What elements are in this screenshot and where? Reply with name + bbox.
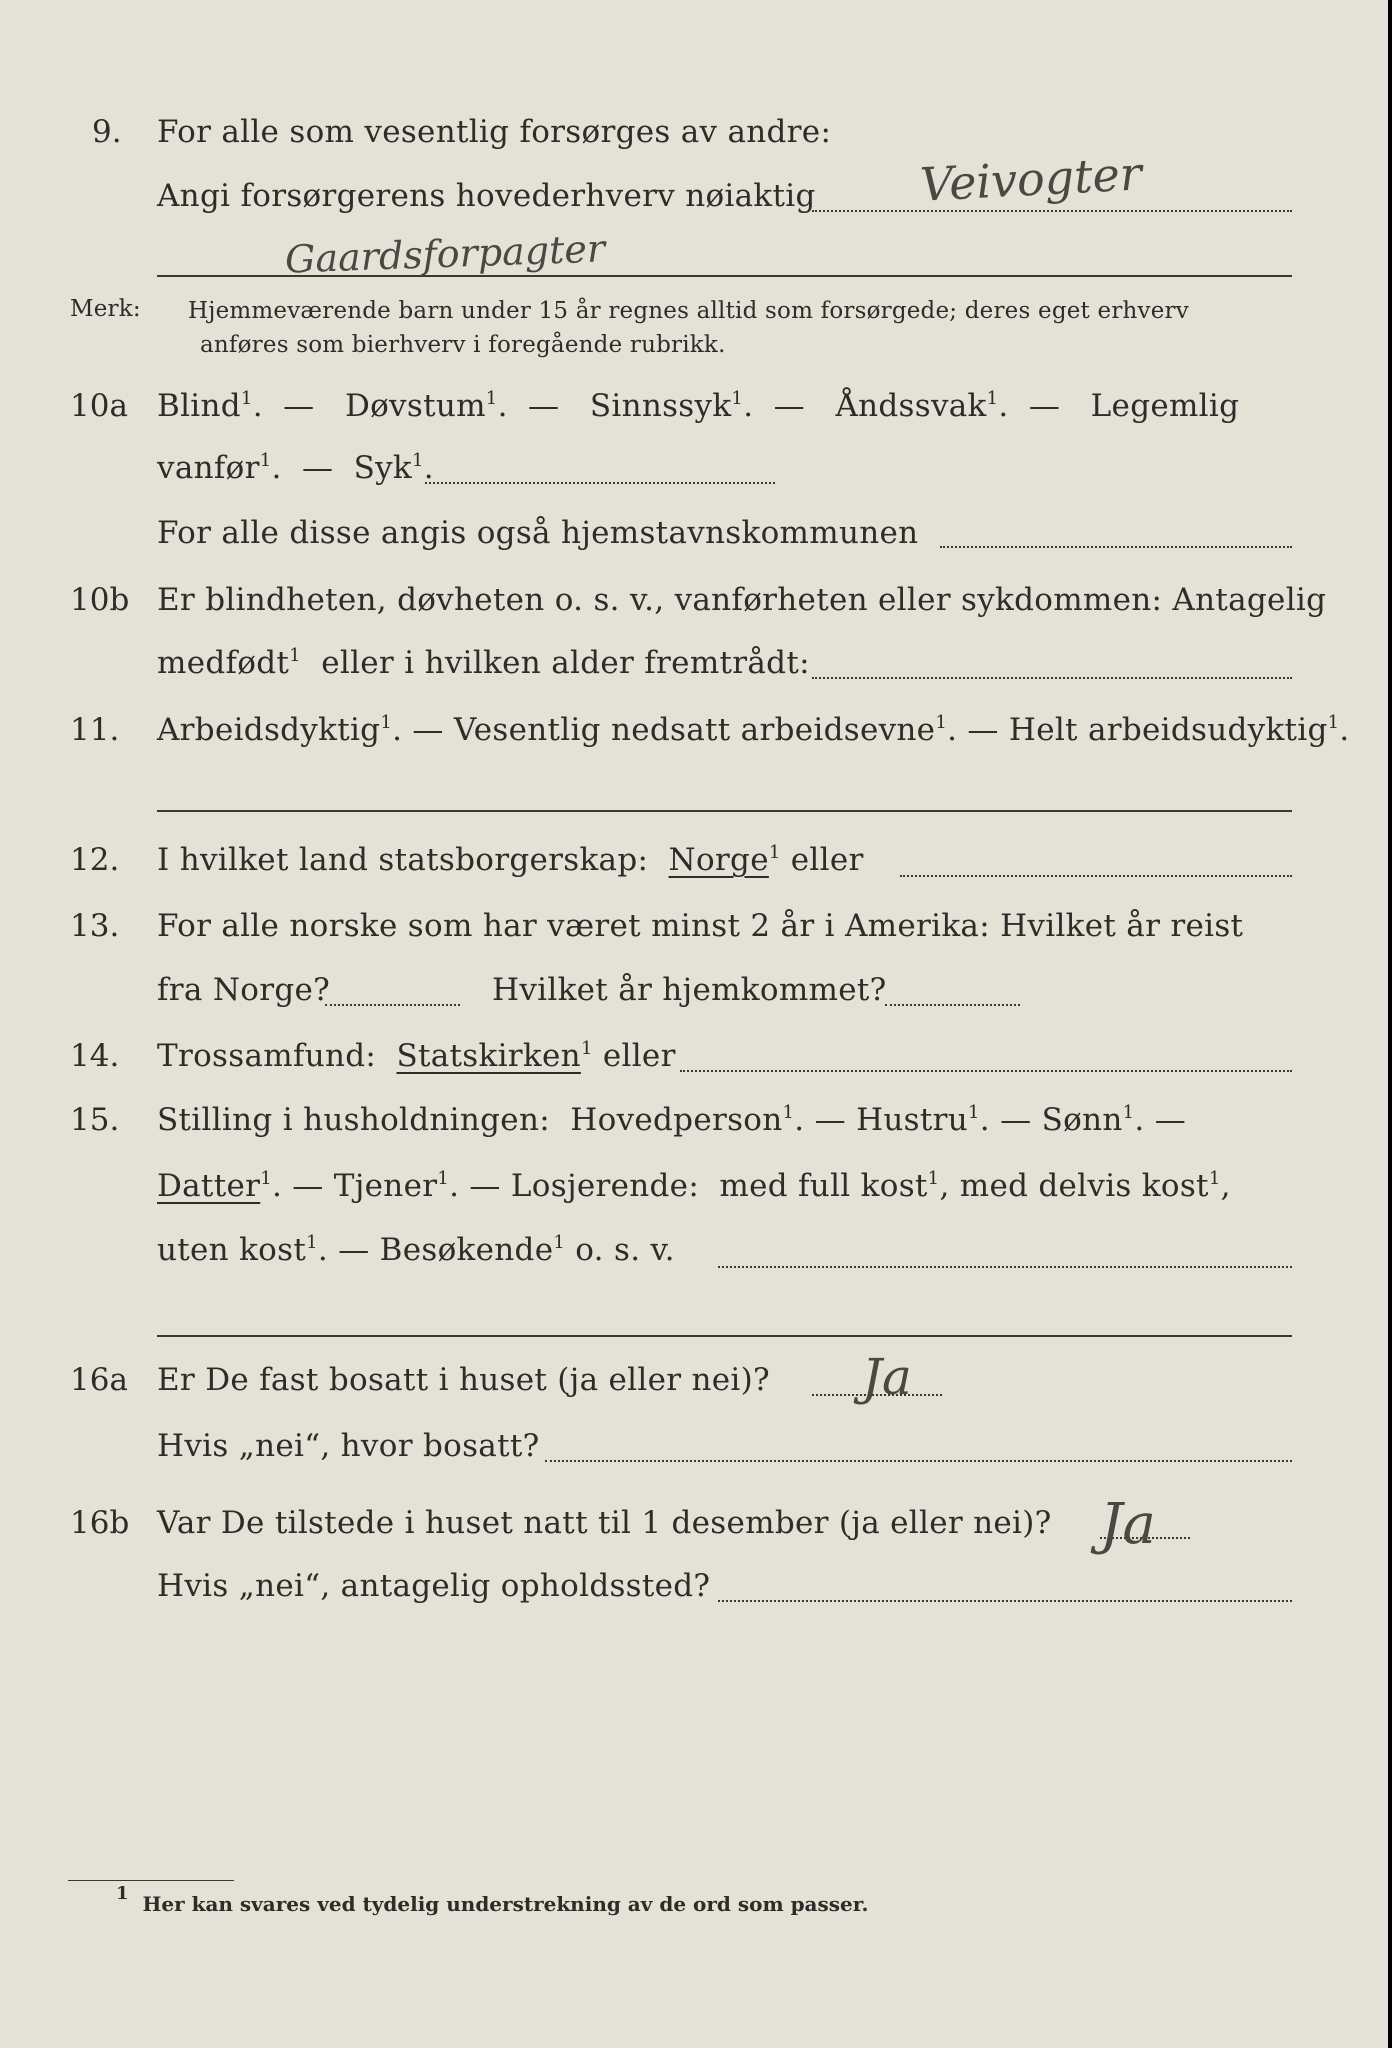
option-arbeidsdyktig[interactable]: Arbeidsdyktig — [157, 712, 381, 748]
q9-line1: For alle som vesentlig forsørges av andre: — [157, 114, 832, 150]
q9-line2: Angi forsørgerens hovederhverv nøiaktig — [157, 178, 816, 214]
q10a-syk-line[interactable] — [425, 482, 775, 484]
q9-number: 9. — [92, 114, 122, 150]
q11-number: 11. — [70, 712, 120, 748]
option-norge[interactable]: Norge — [668, 842, 769, 878]
option-dovstum[interactable]: Døvstum — [344, 388, 486, 424]
option-legemlig[interactable]: Legemlig — [1090, 388, 1240, 424]
q13-line2a: fra Norge? — [157, 972, 331, 1008]
q15-line1: Stilling i husholdningen: Hovedperson$^1$. — Hustru$^1$. — Sønn$^1$. — — [157, 1102, 1186, 1138]
option-delvis-kost[interactable]: med delvis kost — [959, 1168, 1209, 1204]
option-blind[interactable]: Blind — [157, 388, 241, 424]
option-hustru[interactable]: Hustru — [856, 1102, 969, 1138]
q10a-line1: Blind$^1$. — Døvstum$^1$. — Sinnssyk$^1$. — Åndssvak$^1$. — Legemlig — [157, 388, 1240, 424]
q12-answer-line[interactable] — [900, 875, 1292, 877]
q14-answer-line[interactable] — [680, 1070, 1292, 1072]
q16a-line2: Hvis „nei“, hvor bosatt? — [157, 1428, 540, 1464]
q15-answer-line[interactable] — [718, 1266, 1292, 1268]
q16a-bosatt-line[interactable] — [545, 1460, 1292, 1462]
option-besokende[interactable]: Besøkende — [379, 1232, 554, 1268]
q10b-line1: Er blindheten, døvheten o. s. v., vanførheten eller sykdommen: Antagelig — [157, 582, 1327, 618]
option-datter[interactable]: Datter — [157, 1168, 261, 1204]
q10b-answer-line[interactable] — [812, 677, 1292, 679]
q16a-answer-handwriting: Ja — [862, 1348, 912, 1406]
option-nedsatt[interactable]: Vesentlig nedsatt arbeidsevne — [453, 712, 936, 748]
option-hovedperson[interactable]: Hovedperson — [570, 1102, 783, 1138]
q9-answer-handwriting-1: Veivogter — [918, 146, 1144, 212]
q14-line: Trossamfund: Statskirken$^1$ eller — [157, 1038, 676, 1074]
q9-answer-handwriting-2: Gaardsforpagter — [284, 226, 606, 282]
option-statskirken[interactable]: Statskirken — [396, 1038, 581, 1074]
q10b-number: 10b — [70, 582, 130, 618]
q10a-line3: For alle disse angis også hjemstavnskommunen — [157, 515, 919, 551]
q16a-line1: Er De fast bosatt i huset (ja eller nei)? — [157, 1362, 770, 1398]
footnote-rule — [68, 1880, 234, 1881]
option-medfodt[interactable]: medfødt — [157, 645, 290, 681]
footnote: $^1$ Her kan svares ved tydelig understrekning av de ord som passer. — [116, 1883, 869, 1916]
q12-line: I hvilket land statsborgerskap: Norge$^1$ eller — [157, 842, 864, 878]
q11-answer-line[interactable] — [157, 810, 1292, 812]
merk-label: Merk: — [70, 296, 141, 322]
q16b-number: 16b — [70, 1505, 130, 1541]
q16b-line1: Var De tilstede i huset natt til 1 desember (ja eller nei)? — [157, 1505, 1052, 1541]
q15-answer-line-2[interactable] — [157, 1335, 1292, 1337]
q15-line2: Datter$^1$. — Tjener$^1$. — Losjerende: med full kost$^1$, med delvis kost$^1$, — [157, 1168, 1231, 1204]
merk-line2: anføres som bierhverv i foregående rubrikk. — [200, 332, 726, 358]
q13-reist-line[interactable] — [325, 1004, 460, 1006]
q16a-number: 16a — [70, 1362, 128, 1398]
q9-answer-line[interactable] — [812, 210, 1292, 212]
option-sonn[interactable]: Sønn — [1041, 1102, 1123, 1138]
option-full-kost[interactable]: med full kost — [719, 1168, 928, 1204]
q10b-line2: medfødt$^1$ eller i hvilken alder fremtrådt: — [157, 645, 810, 681]
q15-number: 15. — [70, 1102, 120, 1138]
option-uten-kost[interactable]: uten kost — [157, 1232, 307, 1268]
option-tjener[interactable]: Tjener — [333, 1168, 438, 1204]
q15-line3: uten kost$^1$. — Besøkende$^1$ o. s. v. — [157, 1232, 675, 1268]
option-syk[interactable]: Syk — [353, 450, 413, 486]
q12-number: 12. — [70, 842, 120, 878]
option-andssvak[interactable]: Åndssvak — [835, 388, 987, 424]
q13-number: 13. — [70, 908, 120, 944]
q16b-opholdssted-line[interactable] — [718, 1600, 1292, 1602]
q16b-line2: Hvis „nei“, antagelig opholdssted? — [157, 1568, 711, 1604]
q13-line2b: Hvilket år hjemkommet? — [492, 972, 887, 1008]
q11-line1: Arbeidsdyktig$^1$. — Vesentlig nedsatt arbeidsevne$^1$. — Helt arbeidsudyktig$^1$. — [157, 712, 1350, 748]
q14-number: 14. — [70, 1038, 120, 1074]
option-vanfor[interactable]: vanfør — [157, 450, 260, 486]
q10a-number: 10a — [70, 388, 128, 424]
q10a-kommune-line[interactable] — [940, 546, 1292, 548]
option-losjerende[interactable]: Losjerende: — [510, 1168, 700, 1204]
merk-line1: Hjemmeværende barn under 15 år regnes alltid som forsørgede; deres eget erhverv — [188, 298, 1189, 324]
option-sinnssyk[interactable]: Sinnssyk — [589, 388, 732, 424]
q13-line1: For alle norske som har været minst 2 år i Amerika: Hvilket år reist — [157, 908, 1244, 944]
q13-hjemkommet-line[interactable] — [885, 1004, 1020, 1006]
option-udyktig[interactable]: Helt arbeidsudyktig — [1008, 712, 1328, 748]
q16b-answer-handwriting: Ja — [1100, 1492, 1156, 1557]
q10a-line2: vanfør$^1$. — Syk$^1$. — [157, 450, 434, 486]
